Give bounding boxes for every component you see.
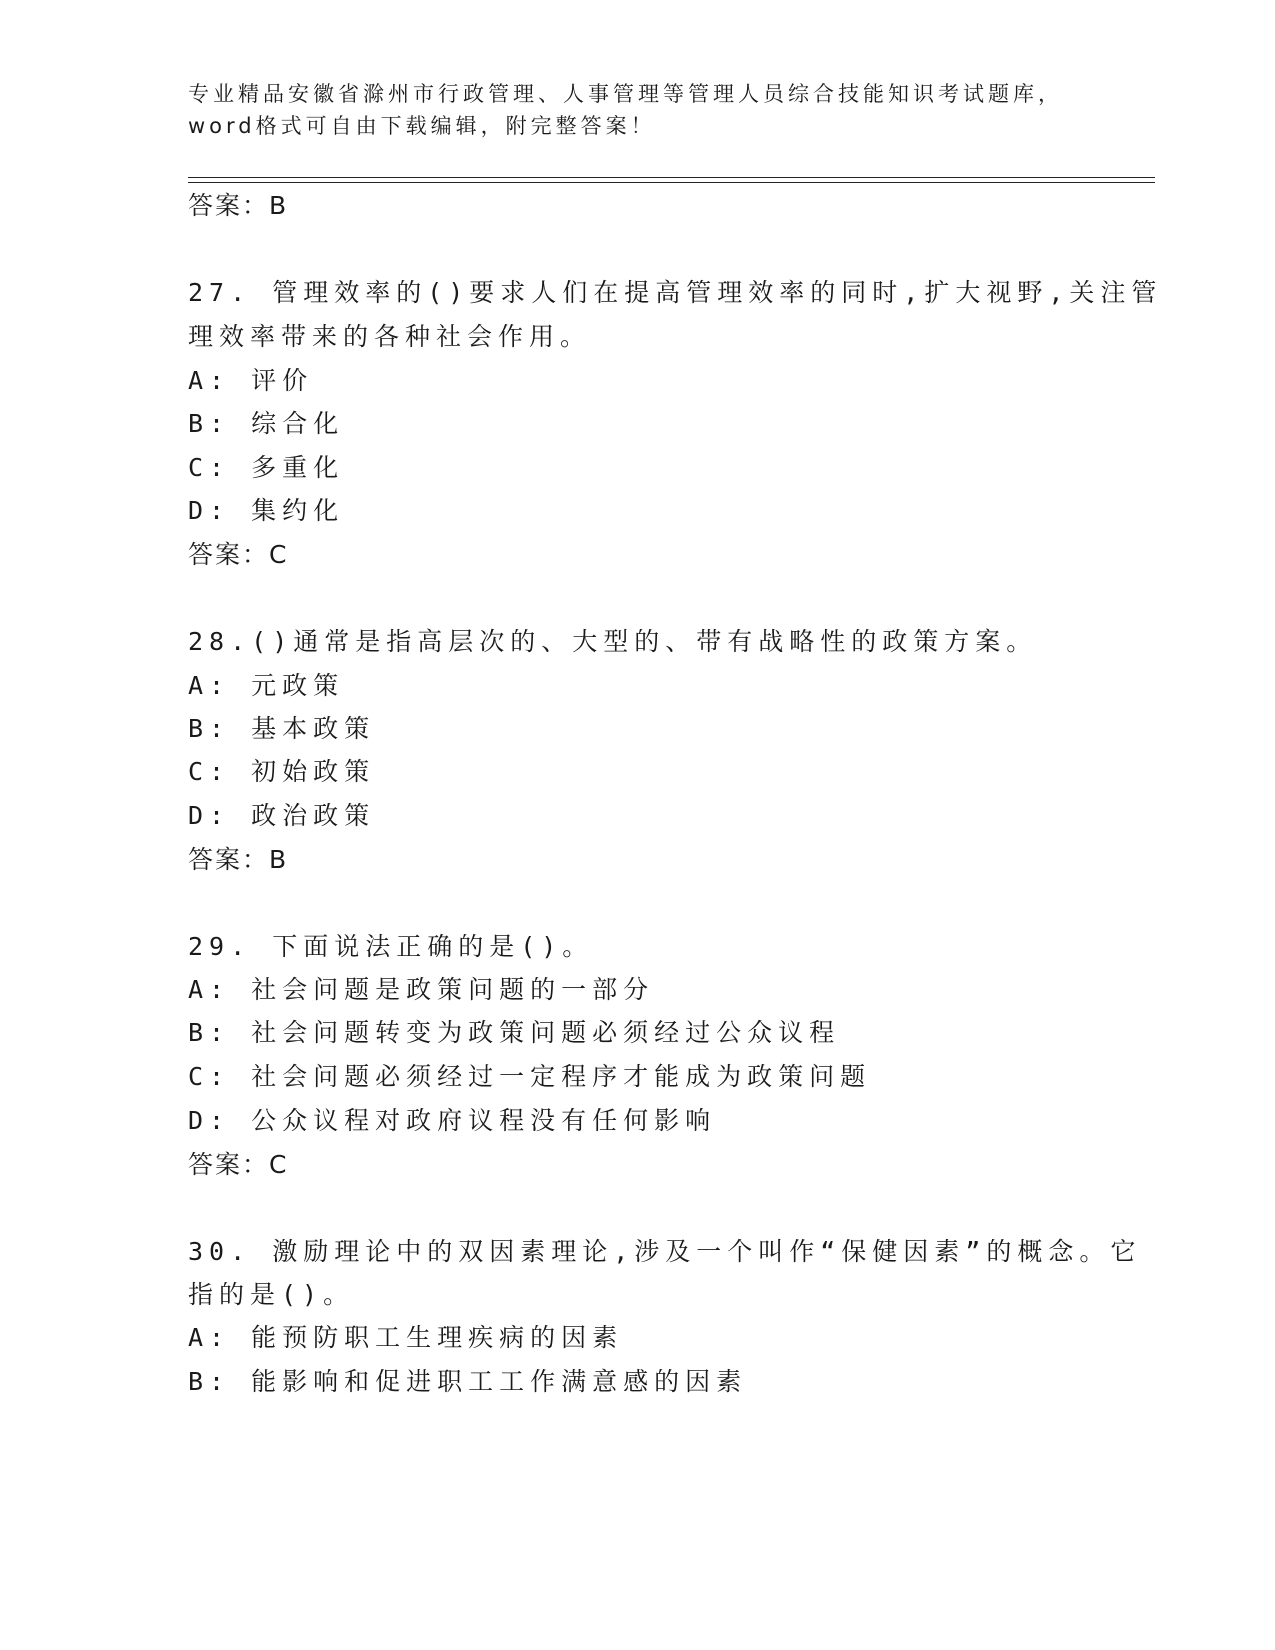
question-stem: 27. 管理效率的()要求人们在提高管理效率的同时,扩大视野,关注管 — [188, 278, 1163, 307]
option-a: A: 评价 — [188, 366, 314, 395]
question-stem: 29. 下面说法正确的是()。 — [188, 932, 594, 961]
header-line-1: 专业精品安徽省滁州市行政管理、人事管理等管理人员综合技能知识考试题库， — [188, 82, 1063, 106]
option-d: D: 集约化 — [188, 496, 345, 525]
question-stem-continued: 理效率带来的各种社会作用。 — [188, 322, 592, 351]
option-c: C: 社会问题必须经过一定程序才能成为政策问题 — [188, 1062, 872, 1091]
question-stem: 28.()通常是指高层次的、大型的、带有战略性的政策方案。 — [188, 627, 1038, 656]
option-a: A: 能预防职工生理疾病的因素 — [188, 1323, 624, 1352]
option-b: B: 社会问题转变为政策问题必须经过公众议程 — [188, 1018, 841, 1047]
question-stem: 30. 激励理论中的双因素理论,涉及一个叫作“保健因素”的概念。它 — [188, 1237, 1142, 1266]
option-b: B: 能影响和促进职工工作满意感的因素 — [188, 1367, 748, 1396]
header-line-2: word格式可自由下载编辑，附完整答案！ — [188, 114, 656, 138]
option-a: A: 社会问题是政策问题的一部分 — [188, 975, 655, 1004]
option-d: D: 公众议程对政府议程没有任何影响 — [188, 1106, 717, 1135]
header-divider-bottom — [188, 182, 1155, 183]
answer: 答案：C — [188, 540, 289, 569]
option-b: B: 综合化 — [188, 409, 345, 438]
option-d: D: 政治政策 — [188, 801, 376, 830]
option-c: C: 多重化 — [188, 453, 345, 482]
option-a: A: 元政策 — [188, 671, 345, 700]
option-b: B: 基本政策 — [188, 714, 376, 743]
answer: 答案：B — [188, 845, 289, 874]
previous-answer: 答案：B — [188, 191, 289, 220]
question-stem-continued: 指的是()。 — [188, 1280, 355, 1309]
option-c: C: 初始政策 — [188, 757, 376, 786]
header-divider-top — [188, 177, 1155, 178]
answer: 答案：C — [188, 1150, 289, 1179]
